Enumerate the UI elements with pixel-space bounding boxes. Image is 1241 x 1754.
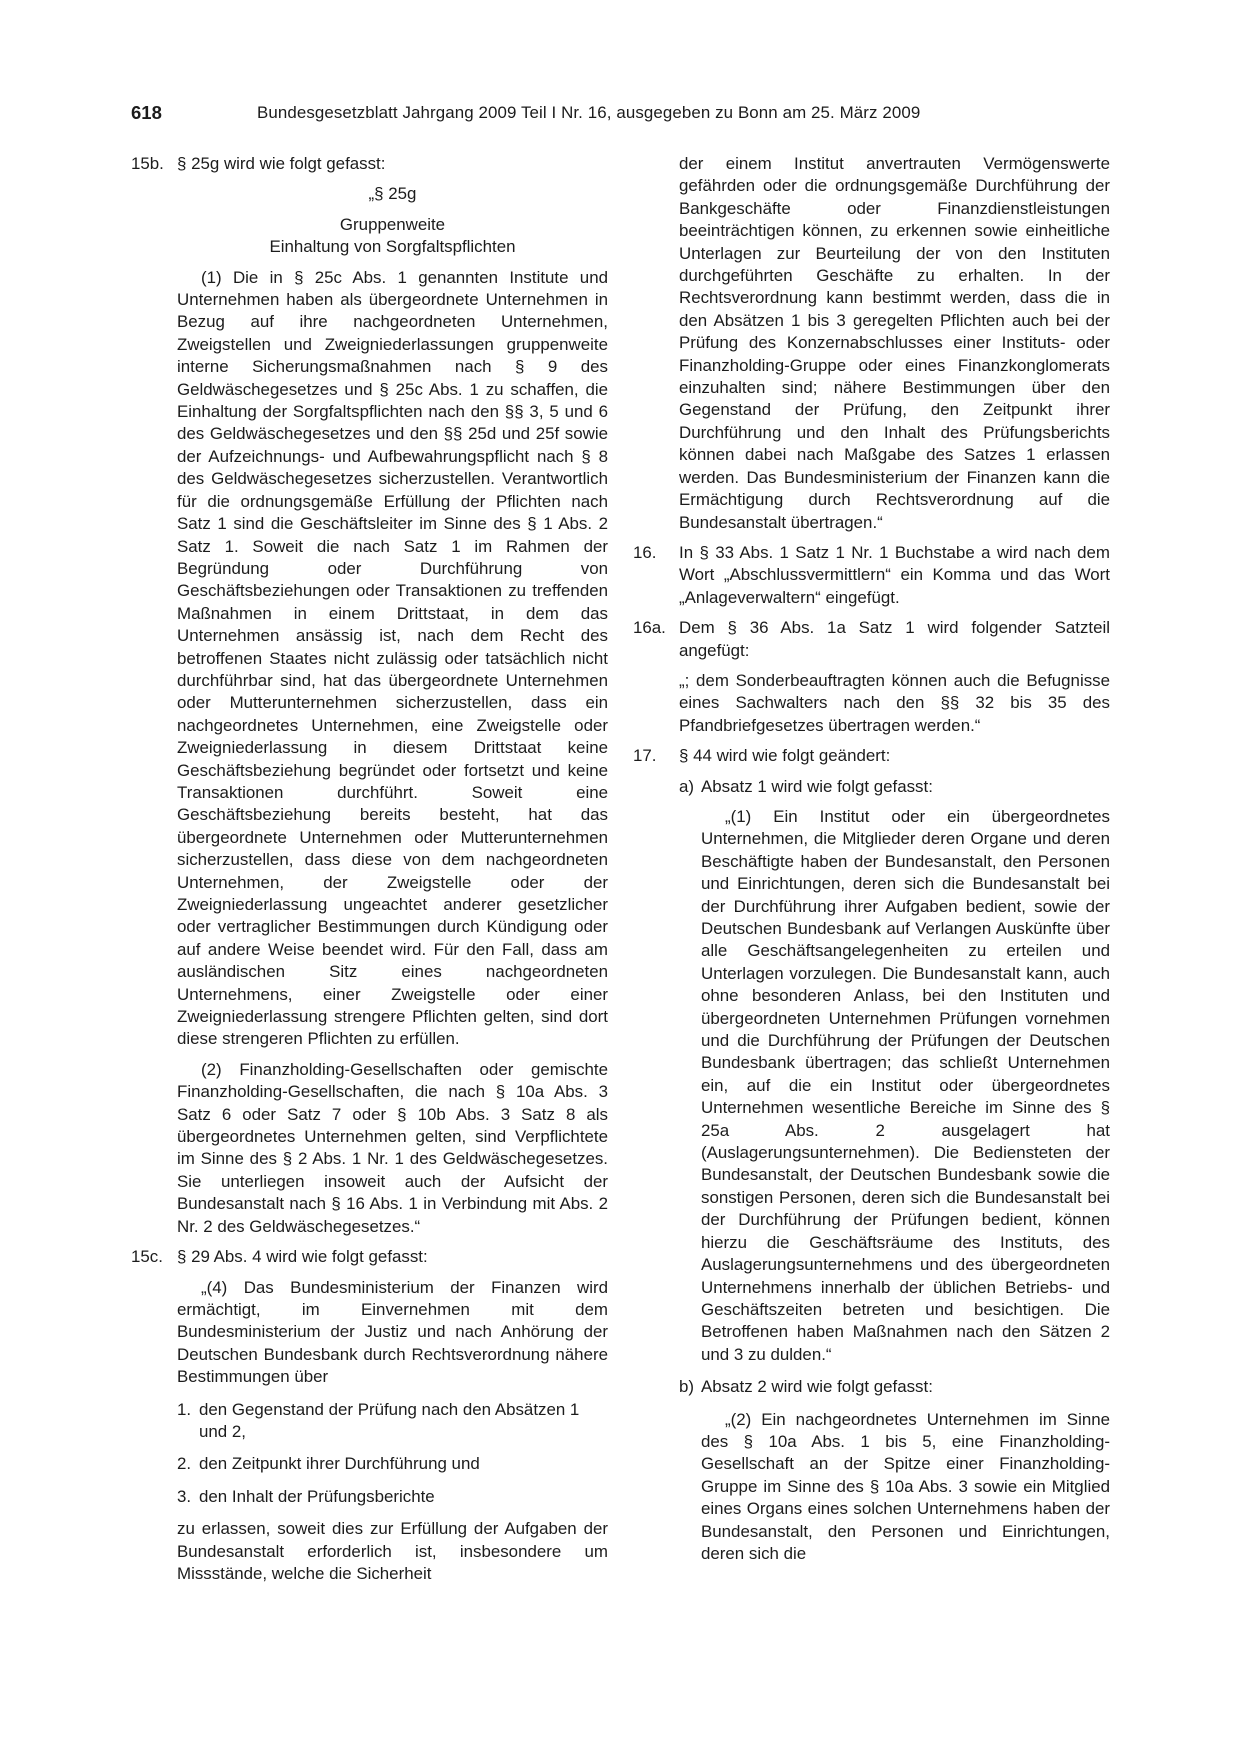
item-number: 16a.: [633, 618, 666, 638]
section-25g: [177, 183, 608, 1238]
quote-16a: [679, 670, 1110, 737]
item-16: [633, 542, 1110, 609]
list-item: [177, 1399, 608, 1444]
section-29-abs4: [177, 1277, 608, 1586]
right-column: [633, 153, 1110, 1565]
item-text: § 44 wird wie folgt geändert:: [679, 746, 891, 766]
list-item: [177, 1453, 608, 1475]
section-heading-line1: Gruppenweite: [339, 214, 446, 234]
item-number: 17.: [633, 746, 657, 766]
subitem-a: [679, 776, 1110, 798]
left-column: [131, 153, 608, 1585]
quote-a: „(1) Ein Institut oder ein übergeordnetes Unternehmen, die Mitglieder deren Organe und deren Beschäftigte haben der Bundesanstalt, den Personen und Einrichtungen, deren sich die Bundesanstalt bei der Durchführung ihrer Aufgaben bedient, sowie der Deutschen Bundesbank auf Verlangen Auskünfte über alle Geschäftsangelegenheiten zu erteilen und Unterlagen vorzulegen. Die Bundesanstalt kann, auch ohne besonderen Anlass, bei den Instituten und übergeordneten Unternehmen Prüfungen vornehmen und die Durchführung der Prüfungen der Deutschen Bundesbank übertragen; das schließt Unternehmen ein, auf die ein Institut oder übergeordnetes Unternehmen wesentliche Bereiche im Sinne des § 25a Abs. 2 ausgelagert hat (Auslagerungsunternehmen). Die Bediensteten der Bundesanstalt, der Deutschen Bundesbank sowie die sonstigen Personen, deren sich die Bundesanstalt bei der Durchführung der Prüfungen bedient, können hierzu die Geschäftsräume des Instituts, des Auslagerungsunternehmens und des übergeordneten Unternehmens innerhalb der üblichen Betriebs- und Geschäftszeiten betreten und besichtigen. Die Betroffenen haben Maßnahmen nach den Sätzen 2 und 3 zu dulden.“: [701, 806, 1110, 1364]
section-sign: „§ 25g: [368, 184, 417, 204]
paragraph-abs1: (1) Die in § 25c Abs. 1 genannten Institute und Unternehmen haben als übergeordnete Unternehmen in Bezug auf ihre nachgeordneten Unternehmen, Zweigstellen und Zweigniederlassungen gruppenweite interne Sicherungsmaßnahmen nach § 9 des Geldwäschegesetzes und § 25c Abs. 1 zu schaffen, die Einhaltung der Sorgfaltspflichten nach den §§ 3, 5 und 6 des Geldwäschegesetzes und den §§ 25d und 25f sowie der Aufzeichnungs- und Aufbewahrungspflicht nach § 8 des Geldwäschegesetzes sicherzustellen. Verantwortlich für die ordnungsgemäße Erfüllung der Pflichten nach Satz 1 sind die Geschäftsleiter im Sinne des § 1 Abs. 2 Satz 1. Soweit die nach Satz 1 im Rahmen der Begründung oder Durchführung von Geschäftsbeziehungen oder Transaktionen zu treffenden Maßnahmen in einem Drittstaat, in dem das Unternehmen ansässig ist, nach dem Recht des betroffenen Staates nicht zulässig oder tatsächlich nicht durchführbar sind, hat das übergeordnete Unternehmen oder Mutterunternehmen sicherzustellen, dass ein nachgeordnetes Unternehmen, eine Zweigstelle oder Zweigniederlassung in diesem Drittstaat keine Geschäftsbeziehung begründet oder fortsetzt und keine Transaktionen durchführt. Soweit eine Geschäftsbeziehung bereits besteht, hat das übergeordnete Unternehmen oder Mutterunternehmen sicherzustellen, dass diese von dem nachgeordneten Unternehmen, der Zweigstelle oder der Zweigniederlassung ungeachtet anderer gesetzlicher oder vertraglicher Bestimmungen durch Kündigung oder auf andere Weise beendet wird. Für den Fall, dass am ausländischen Sitz eines nachgeordneten Unternehmens, einer Zweigstelle oder einer Zweigniederlassung strengere Pflichten gelten, sind dort diese strengeren Pflichten zu erfüllen.: [177, 267, 608, 1049]
subitem-b: [679, 1376, 1110, 1398]
subitem-text: Absatz 1 wird wie folgt gefasst:: [701, 776, 933, 796]
list-text: den Inhalt der Prüfungsberichte: [199, 1486, 435, 1506]
item-17: [633, 745, 1110, 767]
item-15c: [131, 1246, 608, 1268]
item-17-subitems: [679, 776, 1110, 1566]
quote-b-wrapper: [701, 1409, 1110, 1566]
section-heading-line2: Einhaltung von Sorgfaltspflichten: [269, 237, 516, 257]
item-number: 16.: [633, 542, 657, 562]
quote-text: „; dem Sonderbeauftragten können auch die Befugnisse eines Sachwalters nach den §§ 32 bis 35 des Pfandbriefgesetzes übertragen werden.“: [679, 670, 1110, 735]
item-15b: [131, 153, 608, 175]
running-title: Bundesgesetzblatt Jahrgang 2009 Teil I Nr. 16, ausgegeben zu Bonn am 25. März 2009: [257, 103, 921, 122]
page-header: [131, 102, 1110, 128]
paragraph-tail: zu erlassen, soweit dies zur Erfüllung der Aufgaben der Bundesanstalt erforderlich ist, insbesondere um Missstände, welche die Sicherheit: [177, 1519, 608, 1583]
item-number: 15c.: [131, 1247, 163, 1267]
list-number: 3.: [177, 1486, 192, 1506]
paragraph-abs2: (2) Finanzholding-Gesellschaften oder gemischte Finanzholding-Gesellschaften, die nach § 10a Abs. 3 Satz 6 oder Satz 7 oder § 10b Abs. 3 Satz 8 als übergeordnetes Unternehmen gelten, sind Verpflichtete im Sinne des § 2 Abs. 1 Nr. 1 des Geldwäschegesetzes. Sie unterliegen insoweit auch der Aufsicht der Bundesanstalt nach § 16 Abs. 1 in Verbindung mit Abs. 2 Nr. 2 des Geldwäschegesetzes.“: [177, 1059, 608, 1236]
list-text: den Zeitpunkt ihrer Durchführung und: [199, 1454, 480, 1474]
list-number: 1.: [177, 1399, 192, 1419]
item-text: Dem § 36 Abs. 1a Satz 1 wird folgender Satzteil angefügt:: [679, 618, 1110, 660]
list-text: den Gegenstand der Prüfung nach den Absätzen 1 und 2,: [199, 1399, 580, 1441]
subitem-text: Absatz 2 wird wie folgt gefasst:: [701, 1377, 933, 1397]
item-number: 15b.: [131, 154, 164, 173]
list-item: [177, 1486, 608, 1508]
quote-a-wrapper: [701, 806, 1110, 1366]
quote-b: „(2) Ein nachgeordnetes Unternehmen im Sinne des § 10a Abs. 1 bis 5, eine Finanzholding-Gesellschaft an der Spitze einer Finanzholding-Gruppe im Sinne des § 10a Abs. 3 sowie ein Mitglied eines Organs eines solchen Unternehmens haben der Bundesanstalt, den Personen und Einrichtungen, deren sich die: [701, 1409, 1110, 1563]
continuation-block: [679, 153, 1110, 534]
page-number: 618: [131, 102, 162, 123]
paragraph-continuation: der einem Institut anvertrauten Vermögenswerte gefährden oder die ordnungsgemäße Durchführung der Bankgeschäfte oder Finanzdienstleistungen beeinträchtigen können, zu erkennen sowie einheitliche Unterlagen zur Beurteilung der von den Instituten durchgeführten Geschäfte zu erhalten. In der Rechtsverordnung kann bestimmt werden, dass die in den Absätzen 1 bis 3 geregelten Pflichten auch bei der Prüfung des Konzernabschlusses einer Instituts- oder Finanzholding-Gruppe oder eines Finanzkonglomerats einzuhalten sind; nähere Bestimmungen über den Gegenstand der Prüfung, den Zeitpunkt ihrer Durchführung und den Inhalt des Prüfungsberichts können dabei nach Maßgabe des Satzes 1 erlassen werden. Das Bundesministerium der Finanzen kann die Ermächtigung durch Rechtsverordnung auf die Bundesanstalt übertragen.“: [679, 154, 1110, 532]
paragraph-abs4: „(4) Das Bundesministerium der Finanzen wird ermächtigt, im Einvernehmen mit dem Bundesministerium der Justiz und nach Anhörung der Deutschen Bundesbank durch Rechtsverordnung nähere Bestimmungen über: [177, 1277, 608, 1387]
list-number: 2.: [177, 1454, 192, 1474]
subitem-letter: a): [679, 776, 695, 796]
item-text: § 29 Abs. 4 wird wie folgt gefasst:: [177, 1247, 428, 1267]
item-16a: [633, 617, 1110, 662]
subitem-letter: b): [679, 1377, 695, 1397]
item-text: In § 33 Abs. 1 Satz 1 Nr. 1 Buchstabe a wird nach dem Wort „Abschlussvermittlern“ ein Komma und das Wort „Anlageverwaltern“ eingefügt.: [679, 542, 1110, 607]
item-text: § 25g wird wie folgt gefasst:: [177, 154, 386, 173]
